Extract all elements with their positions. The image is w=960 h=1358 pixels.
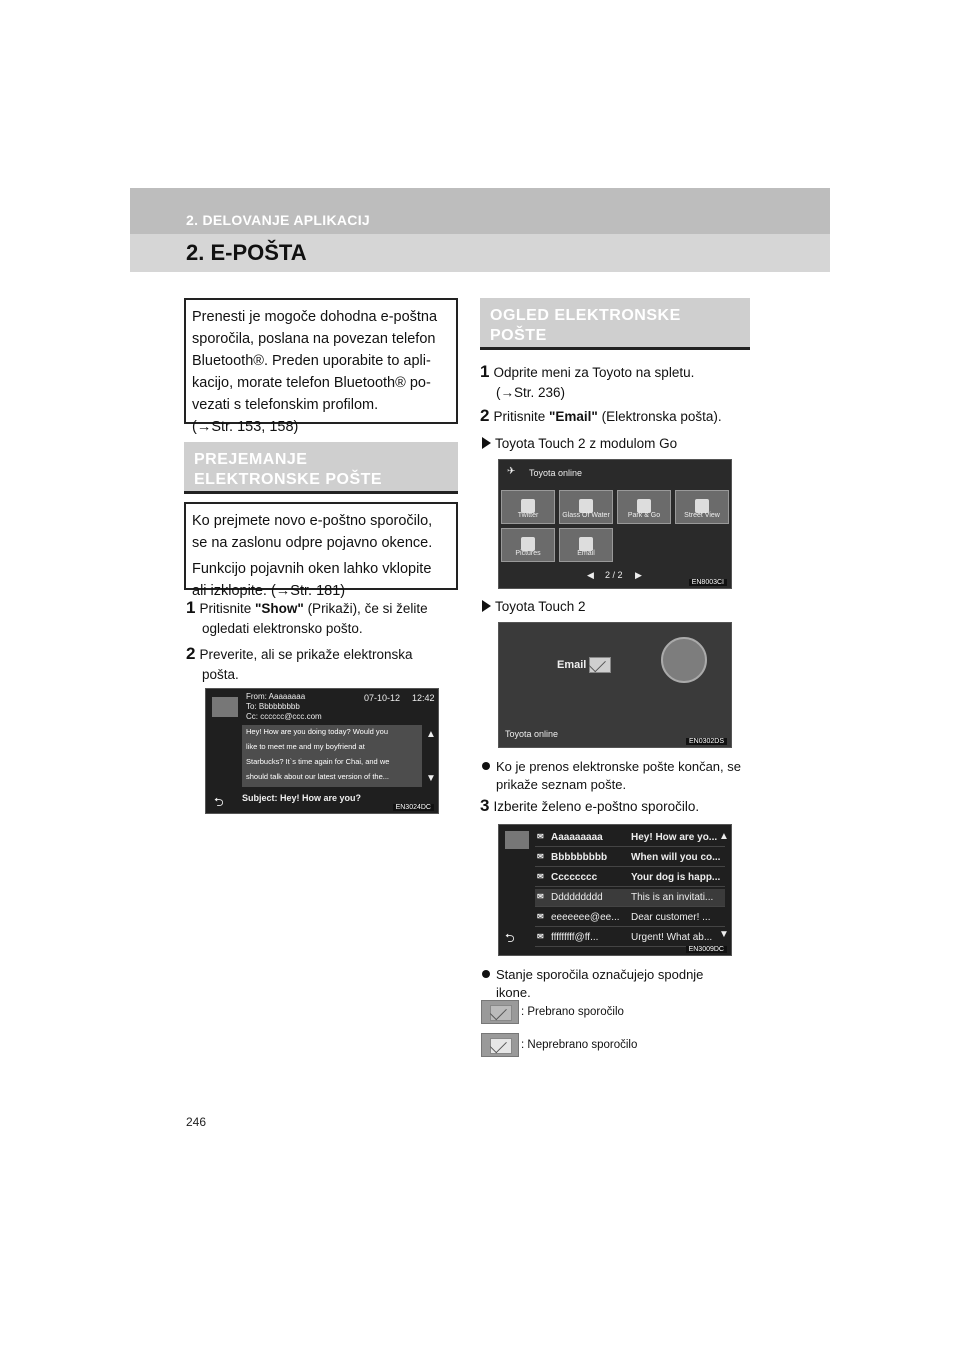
step-text: (Prikaži), če si želite bbox=[303, 601, 428, 616]
tile-park-go[interactable] bbox=[617, 490, 671, 524]
mail-read-screenshot bbox=[205, 688, 439, 814]
mail-body-line: should talk about our latest version of the... bbox=[246, 772, 390, 781]
view-heading-line: OGLED ELEKTRONSKE bbox=[490, 307, 681, 324]
section-label: 2. DELOVANJE APLIKACIJ bbox=[186, 212, 370, 228]
mail-body bbox=[242, 725, 422, 787]
tile-pictures[interactable] bbox=[501, 528, 555, 562]
note-icons bbox=[482, 966, 752, 1002]
scroll-up-icon[interactable]: ▲ bbox=[426, 729, 436, 740]
mail-status-icon: ✉ bbox=[537, 832, 544, 841]
open-envelope-icon bbox=[490, 1005, 512, 1021]
list-subject: Urgent! What ab... bbox=[631, 932, 713, 943]
read-message-icon bbox=[481, 1000, 519, 1024]
chapter-header bbox=[130, 188, 830, 272]
list-from: eeeeeee@ee... bbox=[551, 912, 620, 923]
mail-from: From: Aaaaaaaa bbox=[246, 692, 306, 701]
mail-status-icon: ✉ bbox=[537, 852, 544, 861]
scroll-up-icon[interactable]: ▲ bbox=[719, 831, 729, 842]
section-band bbox=[130, 188, 830, 234]
prev-page-icon[interactable]: ◀ bbox=[587, 570, 594, 580]
closed-envelope-icon bbox=[490, 1038, 512, 1054]
step-number: 2 bbox=[186, 644, 196, 663]
step-text: ogledati elektronsko pošto. bbox=[202, 621, 363, 636]
variant-t2 bbox=[482, 598, 586, 616]
parking-icon bbox=[637, 499, 651, 513]
list-subject: Hey! How are yo... bbox=[631, 832, 718, 843]
step-number: 2 bbox=[480, 406, 490, 425]
left-step-2 bbox=[186, 644, 460, 685]
list-subject: Your dog is happ... bbox=[631, 872, 721, 883]
intro-line: sporočila, poslana na povezan telefon bbox=[192, 331, 436, 347]
envelope-icon bbox=[505, 831, 529, 849]
mail-to: To: Bbbbbbbbb bbox=[246, 702, 300, 711]
mail-status-icon: ✉ bbox=[537, 912, 544, 921]
tile-glass-of-water[interactable] bbox=[559, 490, 613, 524]
receive-heading-line: ELEKTRONSKE POŠTE bbox=[194, 471, 383, 488]
next-page-icon[interactable]: ▶ bbox=[635, 570, 642, 580]
list-item[interactable] bbox=[535, 869, 725, 887]
globe-icon bbox=[661, 637, 707, 683]
intro-line: vezati s telefonskim profilom. bbox=[192, 397, 379, 413]
list-from: Bbbbbbbbb bbox=[551, 852, 608, 863]
intro-line: Prenesti je mogoče dohodna e-poštna bbox=[192, 309, 438, 325]
tile-street-view[interactable] bbox=[675, 490, 729, 524]
right-step-1 bbox=[480, 362, 750, 403]
step-text: Preverite, ali se prikaže elektronska bbox=[199, 647, 413, 662]
tile-label: Email bbox=[577, 550, 595, 557]
list-subject: Dear customer! ... bbox=[631, 912, 711, 923]
view-heading bbox=[480, 298, 750, 350]
screen-code: EN3009DC bbox=[686, 946, 727, 953]
step-text: Izberite želeno e-poštno sporočilo. bbox=[493, 799, 700, 814]
list-item[interactable] bbox=[535, 889, 725, 907]
mail-status-icon: ✉ bbox=[537, 872, 544, 881]
legend-read: : Prebrano sporočilo bbox=[521, 1006, 624, 1018]
receive-line: se na zaslonu odpre pojavno okence. bbox=[192, 535, 433, 551]
receive-line: ali izklopite. (→Str. 181) bbox=[192, 583, 346, 599]
step-keyword: "Email" bbox=[549, 409, 598, 424]
step-text: (→Str. 236) bbox=[496, 385, 566, 400]
screen-footer: Toyota online bbox=[505, 729, 559, 739]
note-text: Stanje sporočila označujejo spodnje bbox=[496, 967, 704, 982]
scroll-down-icon[interactable]: ▼ bbox=[426, 773, 436, 784]
view-heading-line: POŠTE bbox=[490, 327, 547, 344]
note-text: prikaže seznam pošte. bbox=[496, 777, 627, 792]
mail-body-line: Starbucks? It`s time again for Chai, and we bbox=[246, 757, 390, 766]
screen-code: EN8003CI bbox=[689, 579, 727, 586]
receive-heading bbox=[184, 442, 458, 494]
mail-time: 12:42 bbox=[412, 693, 435, 703]
mail-body-line: like to meet me and my boyfriend at bbox=[246, 742, 365, 751]
tile-label: Glass Of Water bbox=[562, 512, 610, 519]
tile-email[interactable] bbox=[559, 528, 613, 562]
pictures-icon bbox=[521, 537, 535, 551]
receive-line: Ko prejmete novo e-poštno sporočilo, bbox=[192, 513, 433, 529]
step-number: 1 bbox=[186, 598, 196, 617]
list-item[interactable] bbox=[535, 849, 725, 867]
mail-status-icon: ✉ bbox=[537, 892, 544, 901]
screen-code: EN0302DS bbox=[686, 738, 727, 745]
list-item[interactable] bbox=[535, 909, 725, 927]
list-subject: When will you co... bbox=[631, 852, 721, 863]
step-text: Odprite meni za Toyoto na spletu. bbox=[493, 365, 695, 380]
list-subject: This is an invitati... bbox=[631, 892, 714, 903]
mail-body-line: Hey! How are you doing today? Would you bbox=[246, 727, 389, 736]
intro-line: Bluetooth®. Preden uporabite to apli- bbox=[192, 353, 431, 369]
variant-label: Toyota Touch 2 bbox=[495, 599, 586, 614]
email-icon bbox=[579, 537, 593, 551]
step-text: pošta. bbox=[202, 667, 239, 682]
mail-list-screenshot bbox=[498, 824, 732, 956]
mail-subject: Subject: Hey! How are you? bbox=[242, 793, 362, 803]
envelope-icon bbox=[212, 697, 238, 717]
note-text: ikone. bbox=[496, 985, 531, 1000]
back-icon[interactable]: ⮌ bbox=[214, 795, 224, 809]
step-text: Pritisnite bbox=[199, 601, 255, 616]
screen-code: EN3024DC bbox=[393, 804, 434, 811]
person-icon bbox=[695, 499, 709, 513]
variant-go bbox=[482, 435, 677, 453]
envelope-icon bbox=[589, 657, 611, 673]
list-from: Ddddddddd bbox=[551, 892, 603, 903]
mail-cc: Cc: cccccc@ccc.com bbox=[246, 712, 322, 721]
step-text: Pritisnite bbox=[493, 409, 549, 424]
twitter-icon bbox=[521, 499, 535, 513]
scroll-down-icon[interactable]: ▼ bbox=[719, 929, 729, 940]
tile-label: Park & Go bbox=[627, 512, 661, 519]
intro-box bbox=[184, 298, 458, 435]
intro-line: (→Str. 153, 158) bbox=[192, 419, 299, 435]
note-list bbox=[482, 758, 752, 794]
step-number: 1 bbox=[480, 362, 490, 381]
tile-label: Twitter bbox=[517, 512, 539, 519]
list-from: Aaaaaaaaa bbox=[551, 832, 603, 843]
note-text: Ko je prenos elektronske pošte končan, se bbox=[496, 759, 741, 774]
back-icon[interactable]: ⮌ bbox=[505, 931, 515, 945]
unread-message-icon bbox=[481, 1033, 519, 1057]
bullet-dot-icon bbox=[482, 762, 490, 770]
step-text: (Elektronska pošta). bbox=[597, 409, 722, 424]
left-step-1 bbox=[186, 598, 460, 639]
water-icon bbox=[579, 499, 593, 513]
screen-title: Toyota online bbox=[529, 468, 583, 478]
chapter-title: 2. E-POŠTA bbox=[186, 240, 307, 265]
globe-icon: ✈ bbox=[507, 466, 516, 477]
intro-line: kacijo, morate telefon Bluetooth® po- bbox=[192, 375, 431, 391]
list-item[interactable] bbox=[535, 829, 725, 847]
triangle-bullet-icon bbox=[482, 437, 491, 449]
tile-label: Pictures bbox=[515, 550, 541, 557]
toyota-online-go-screenshot bbox=[498, 459, 732, 589]
pager: 2 / 2 bbox=[605, 570, 623, 580]
right-step-3 bbox=[480, 796, 750, 817]
tile-label: Street View bbox=[684, 512, 720, 519]
bullet-dot-icon bbox=[482, 970, 490, 978]
email-label[interactable]: Email bbox=[557, 659, 587, 671]
toyota-online-t2-screenshot bbox=[498, 622, 732, 748]
page-number: 246 bbox=[186, 1115, 207, 1129]
step-number: 3 bbox=[480, 796, 490, 815]
receive-heading-line: PREJEMANJE bbox=[194, 451, 308, 468]
list-from: fffffffff@ff... bbox=[551, 932, 599, 943]
receive-line: Funkcijo pojavnih oken lahko vklopite bbox=[192, 561, 432, 577]
triangle-bullet-icon bbox=[482, 600, 491, 612]
legend-unread: : Neprebrano sporočilo bbox=[521, 1039, 638, 1051]
list-item[interactable] bbox=[535, 929, 725, 947]
mail-date: 07-10-12 bbox=[364, 693, 401, 703]
receive-box bbox=[184, 502, 458, 599]
right-step-2 bbox=[480, 406, 750, 427]
step-keyword: "Show" bbox=[255, 601, 304, 616]
mail-status-icon: ✉ bbox=[537, 932, 544, 941]
tile-twitter[interactable] bbox=[501, 490, 555, 524]
variant-label: Toyota Touch 2 z modulom Go bbox=[495, 436, 678, 451]
list-from: Cccccccc bbox=[551, 872, 598, 883]
